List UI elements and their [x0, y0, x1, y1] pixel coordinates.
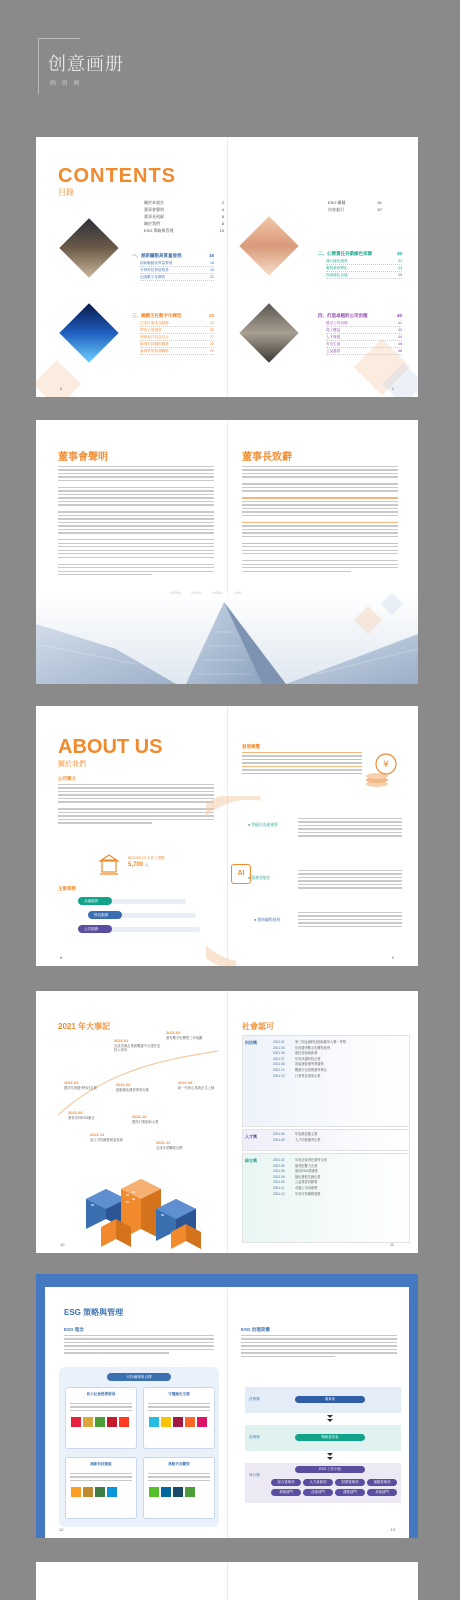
toc-row[interactable]: 內容索引 57	[328, 207, 382, 212]
section-3-list	[140, 320, 214, 355]
list-item[interactable]: 加速數字化轉型 21	[140, 275, 214, 279]
esg-title: ESG 策略與管理	[64, 1308, 124, 1317]
award-row: 2021.12 年度可持續發展獎	[273, 1191, 321, 1196]
committee-box: 戰略委員會	[295, 1434, 365, 1441]
section-3-title[interactable]: 三、鋼鐵支柱數字化轉型 23	[132, 313, 214, 318]
isometric-city-illustration	[76, 1169, 206, 1249]
level-label: 執行層	[249, 1473, 260, 1477]
section-4-list	[326, 320, 402, 355]
toc-left	[144, 199, 224, 234]
contents-title: CONTENTS	[58, 165, 176, 187]
milestones-spread	[36, 991, 418, 1253]
about-spread	[36, 706, 418, 966]
list-item[interactable]: 踐行綠色運營 31	[326, 259, 402, 263]
award-row: 2021.08 智能運營優秀實踐獎	[273, 1062, 324, 1067]
feature-body	[298, 818, 402, 839]
timeline-event: 2021.12 完成年度戰略目標	[156, 1140, 183, 1151]
working-group-box: ESG 工作小組	[295, 1466, 365, 1473]
timeline-event: 2021.11 成立可持續發展委員會	[90, 1132, 123, 1143]
esg-page-inner	[45, 1287, 409, 1538]
award-list	[273, 1158, 407, 1197]
chevron-down-icon	[327, 1453, 333, 1456]
toc-row[interactable]: ESG 策略與管理 13	[144, 228, 224, 233]
unit-box: 人力資源部	[303, 1479, 333, 1486]
divider	[227, 991, 228, 1253]
page-number: 12	[59, 1527, 64, 1532]
awards-title: 社會認可	[242, 1022, 274, 1031]
board-statement-body	[58, 466, 214, 578]
award-list	[273, 1132, 407, 1143]
award-row: 2021.05 最佳技術創新獎	[273, 1051, 318, 1056]
building-icon	[98, 854, 120, 876]
section-2-title[interactable]: 二、心懷責任共築綠色家園 30	[318, 251, 402, 256]
unit-box: 綜合管理部	[271, 1479, 301, 1486]
esg-governance-body	[241, 1335, 397, 1359]
chevron-down-icon	[327, 1415, 333, 1418]
business-pill[interactable]: 公共服務	[78, 925, 112, 933]
page-number: 0	[60, 386, 63, 391]
employee-stat-unit: 人	[144, 863, 149, 867]
feature-body	[298, 870, 402, 891]
award-row: 2021.03 年度優秀數字化轉型案例	[273, 1045, 331, 1050]
page-number: 11	[389, 1242, 394, 1247]
award-row: 2021.02 年度社會責任優秀企業	[273, 1158, 327, 1162]
list-item[interactable]: 人才發展 44	[326, 335, 402, 339]
timeline-event: 2021.06 啟動綠色運營專項行動	[116, 1082, 149, 1093]
timeline-event: 2021.08 新一代核心系統正式上線	[178, 1080, 215, 1091]
overview-body	[242, 752, 362, 776]
next-spread-partial	[36, 1562, 418, 1600]
feature-body	[298, 912, 402, 929]
section-2-list	[326, 258, 402, 279]
list-item[interactable]: 安全生產 46	[326, 342, 402, 346]
award-row: 2021.06 年度最佳僱主獎	[273, 1132, 318, 1136]
section-4-title[interactable]: 四、打造卓越的公司治理 40	[318, 313, 402, 318]
award-group-label: 人才獎	[245, 1134, 257, 1139]
about-title: ABOUT US	[58, 736, 163, 758]
list-item[interactable]: 應對氣候變化 33	[326, 266, 402, 270]
esg-concept-body	[64, 1335, 214, 1356]
list-item[interactable]: 探索綠色金融 35	[326, 273, 402, 277]
chairman-message-body	[242, 466, 398, 574]
unit-box: 其他部門	[367, 1489, 397, 1496]
timeline-event: 2021.09 發布首份ESG報告	[68, 1110, 95, 1121]
esg-card: 助力社會經濟發展	[65, 1387, 137, 1449]
esg-concept-heading: ESG 理念	[64, 1327, 84, 1332]
toc-right	[328, 199, 382, 213]
page-number: 13	[390, 1527, 395, 1532]
unit-box: 風險管理部	[367, 1479, 397, 1486]
list-item[interactable]: 堅持合規運營 25	[140, 328, 214, 332]
section-1-list	[140, 260, 214, 281]
toc-row[interactable]: 董事長致辭 5	[144, 214, 224, 219]
ai-chip-icon: AI	[231, 864, 251, 884]
list-item[interactable]: 創新驅動高質量發展 16	[140, 261, 214, 265]
divider	[227, 1562, 228, 1600]
page-number: 1	[391, 386, 394, 391]
intro-heading: 公司簡介	[58, 776, 76, 781]
award-row: 2021.06 最佳ESG實踐獎	[273, 1169, 318, 1174]
chairman-message-title: 董事長致辭	[242, 452, 292, 463]
esg-card: 守護綠色生態	[143, 1387, 215, 1449]
unit-box: 業務部門	[271, 1489, 301, 1496]
esg-governance-heading: ESG 治理架構	[241, 1327, 270, 1332]
award-row: 2021.04 最具影響力企業	[273, 1163, 318, 1168]
level-label: 管理層	[249, 1435, 260, 1439]
award-list	[273, 1040, 407, 1079]
timeline-event: 2021.01 完成首個企業級數據中台建設並投入使用	[114, 1038, 161, 1053]
chip-photo	[59, 218, 118, 277]
skyscraper-photo	[36, 594, 418, 684]
list-item[interactable]: 保障客戶信息安全 27	[140, 335, 214, 339]
list-item[interactable]: 維護可持續供應鏈 28	[140, 342, 214, 346]
deco-square	[36, 360, 81, 397]
timeline-event: 2021.02 發布數字化轉型三年規劃	[166, 1030, 203, 1041]
esg-spread	[36, 1274, 418, 1538]
overview-heading: 發展概覽	[242, 744, 260, 749]
sdg-panel-title: 可持續發展目標	[107, 1373, 171, 1381]
business-heading: 主營業務	[58, 886, 76, 891]
list-item[interactable]: 公益慈善 48	[326, 349, 402, 353]
award-row: 2021.11 卓越公司治理獎	[273, 1185, 318, 1190]
toc-row[interactable]: 董事會聲明 4	[144, 207, 224, 212]
board-statement-title: 董事會聲明	[58, 452, 108, 463]
employee-stat	[128, 862, 148, 868]
toc-row[interactable]: ESG 關鍵 51	[328, 200, 382, 205]
award-row: 2021.09 公益慈善貢獻獎	[273, 1180, 318, 1185]
about-subtitle: 關於我們	[58, 761, 86, 768]
employee-stat-label: 截至2021年末員工總數	[128, 856, 165, 860]
section-1-title[interactable]: 一、創新驅動高質量發展 16	[132, 253, 214, 258]
feature-label: ● 服務智能化	[248, 876, 271, 880]
business-pill[interactable]: 金融服務	[78, 897, 112, 905]
unit-box: 運營部門	[335, 1489, 365, 1496]
statement-spread	[36, 420, 418, 684]
award-group-label: 科技獎	[245, 1040, 257, 1045]
toc-row[interactable]: 關於本報告 2	[144, 200, 224, 205]
timeline-event: 2021.10 獲得行業創新大獎	[132, 1114, 159, 1125]
esg-card: 創新科技賦能	[65, 1457, 137, 1519]
page-number: 10	[60, 1242, 65, 1247]
toc-row[interactable]: 關於我們 8	[144, 221, 224, 226]
intro-body	[58, 784, 214, 826]
level-label: 決策層	[249, 1397, 260, 1401]
page-number: 8	[60, 955, 63, 960]
logo-title: 创意画册	[48, 54, 124, 75]
hands-photo	[239, 216, 298, 275]
list-item[interactable]: 夯實科技發展根基 19	[140, 268, 214, 272]
award-group-tech	[242, 1035, 410, 1127]
award-row: 2021.08 綠色發展先鋒企業	[273, 1174, 321, 1179]
list-item[interactable]: 落實科學發展戰略 29	[140, 349, 214, 353]
contents-spread	[36, 137, 418, 397]
award-row: 2021.10 數據安全管理優秀單位	[273, 1067, 327, 1072]
unit-box: 財務管理部	[335, 1479, 365, 1486]
list-item[interactable]: 員工權益 42	[326, 328, 402, 332]
esg-card: 推動共同繁榮	[143, 1457, 215, 1519]
board-box: 董事會	[295, 1396, 365, 1403]
divider	[227, 1287, 228, 1538]
award-row: 2021.01 第三屆金融科技創新應用大賽一等獎	[273, 1040, 346, 1044]
award-group-talent	[242, 1129, 410, 1151]
award-row: 2021.12 行業科技領軍企業	[273, 1073, 321, 1078]
timeline-event: 2021.04 獲評年度優秀科技企業	[64, 1080, 97, 1091]
gears-photo	[239, 303, 298, 362]
milestones-title: 2021 年大事記	[58, 1022, 111, 1031]
employee-stat-value: 5,700	[128, 862, 144, 868]
chevron-down-icon	[327, 1419, 333, 1422]
business-pill[interactable]: 科技服務	[88, 911, 122, 919]
contents-subtitle: 目錄	[58, 188, 74, 197]
light-trails-photo	[59, 303, 118, 362]
award-row: 2021.07 年度卓越科技企業	[273, 1056, 321, 1061]
unit-box: 技術部門	[303, 1489, 333, 1496]
page-number: 9	[391, 955, 394, 960]
brand-logo	[36, 38, 136, 98]
award-group-label: 綜合獎	[245, 1158, 257, 1163]
feature-label: ● 創新驅動發展	[254, 918, 281, 922]
svg-text:¥: ¥	[383, 760, 389, 770]
feature-label: ● 智能化高速運營	[248, 823, 278, 827]
divider	[227, 137, 228, 397]
chevron-down-icon	[327, 1457, 333, 1460]
coin-icon	[364, 752, 398, 790]
list-item[interactable]: 健全公司治理 41	[326, 321, 402, 325]
list-item[interactable]: 打造可靠產品服務 23	[140, 321, 214, 325]
award-row: 2021.09 人才培養優秀企業	[273, 1137, 321, 1142]
logo-subtitle: 画 册 画	[50, 81, 82, 87]
award-group-general	[242, 1153, 410, 1243]
